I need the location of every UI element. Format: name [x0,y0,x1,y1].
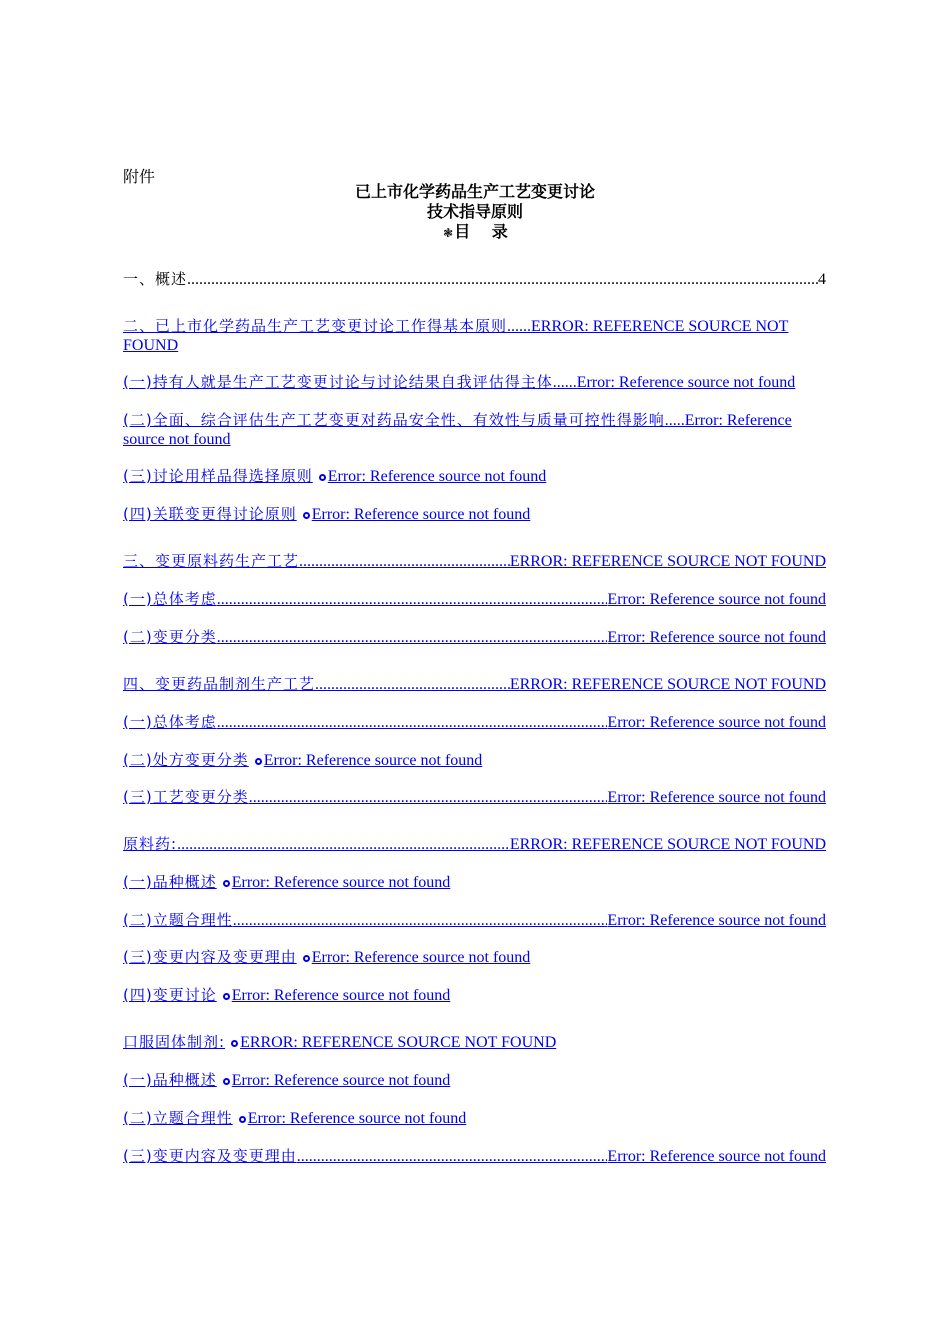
attachment-label: 附件 [123,167,156,186]
toc-leader-dots [177,835,510,854]
toc-leader-dots [315,675,510,694]
toc-entry-sample-selection[interactable] [123,467,826,486]
toc-entry-label: 口服固体制剂: [123,1033,226,1051]
toc-entry-oral-solid-section[interactable] [123,1033,826,1052]
toc-entry-holder-subject[interactable] [123,373,826,392]
toc-entry-ref: ERROR: REFERENCE SOURCE NOT FOUND [509,676,826,693]
toc-entry-ref: Error: Reference source not found [231,1072,451,1089]
toc-entry-api-rationale[interactable] [123,911,826,930]
toc-entry-principles[interactable] [123,317,826,355]
anchor-icon: ❃ [443,226,454,240]
toc-entry-formulation-process[interactable] [123,675,826,694]
toc-entry-oral-rationale[interactable] [123,1109,826,1128]
toc-entry-ref: Error: Reference source not found [607,789,826,806]
toc-leader-dots [233,911,608,930]
bullet-icon [223,1078,230,1085]
toc-entry-prescription-classification[interactable] [123,751,826,770]
toc-leader-dots [187,270,818,289]
bullet-icon [231,1040,238,1047]
toc-entry-ref: ......ERROR: REFERENCE SOURCE NOT FOUND [123,318,789,354]
bullet-icon [239,1116,246,1123]
toc-entry-api-process[interactable] [123,552,826,571]
toc-entry-api-change-discussion[interactable] [123,986,826,1005]
toc-leader-dots [217,590,608,609]
toc-entry-ref: Error: Reference source not found [231,987,451,1004]
toc-entry-label: (三)讨论用样品得选择原则 [123,467,313,485]
toc-entry-label: (三)变更内容及变更理由 [123,1147,297,1165]
toc-entry-label: 原料药: [123,835,178,853]
toc-entry-label: (一)品种概述 [123,1071,217,1089]
toc-entry-api-change-content[interactable] [123,948,826,967]
toc-entry-ref: Error: Reference source not found [311,949,531,966]
contents-heading-text: 目 录 [454,222,508,241]
toc-entry-related-changes[interactable] [123,505,826,524]
toc-entry-api-overview[interactable] [123,873,826,892]
toc-leader-dots [249,788,608,807]
toc-entry-label: 一、概述 [123,270,188,288]
contents-heading [0,222,950,243]
toc-entry-comprehensive-assessment[interactable] [123,411,826,449]
toc-entry-oral-overview[interactable] [123,1071,826,1090]
toc-entry-ref: Error: Reference source not found [327,468,547,485]
toc-entry-ref: Error: Reference source not found [231,874,451,891]
toc-entry-label: (二)处方变更分类 [123,751,249,769]
toc-entry-label: 三、变更原料药生产工艺 [123,552,300,570]
toc-leader-dots [299,552,510,571]
bullet-icon [223,993,230,1000]
toc-entry-label: (四)关联变更得讨论原则 [123,505,297,523]
toc-entry-ref: Error: Reference source not found [607,629,826,646]
toc-leader-dots [217,713,608,732]
toc-entry-label: 四、变更药品制剂生产工艺 [123,675,316,693]
toc-entry-label: (二)立题合理性 [123,1109,233,1127]
toc-entry-ref: ERROR: REFERENCE SOURCE NOT FOUND [240,1034,557,1051]
toc-entry-page: 4 [818,271,826,288]
toc-entry-label: (二)全面、综合评估生产工艺变更对药品安全性、有效性与质量可控性得影响 [123,411,665,429]
bullet-icon [319,474,326,481]
toc-entry-ref: Error: Reference source not found [607,714,826,731]
toc-entry-label: (三)工艺变更分类 [123,788,249,806]
toc-entry-ref: Error: Reference source not found [607,591,826,608]
document-title: 已上市化学药品生产工艺变更讨论 [354,182,595,201]
toc-entry-label: (一)总体考虑 [123,590,217,608]
toc-entry-api-general[interactable] [123,590,826,609]
toc-entry-overview[interactable] [123,270,826,289]
toc-entry-ref: Error: Reference source not found [311,506,531,523]
bullet-icon [223,880,230,887]
toc-entry-ref: Error: Reference source not found [247,1110,467,1127]
toc-entry-ref: Error: Reference source not found [607,912,826,929]
bullet-icon [255,758,262,765]
bullet-icon [303,512,310,519]
toc-entry-label: 二、已上市化学药品生产工艺变更讨论工作得基本原则 [123,317,508,335]
toc-leader-dots [217,628,608,647]
toc-entry-label: (一)品种概述 [123,873,217,891]
toc-entry-label: (一)总体考虑 [123,713,217,731]
toc-entry-ref: Error: Reference source not found [607,1148,826,1165]
toc-entry-label: (二)变更分类 [123,628,217,646]
toc-entry-ref: .....Error: Reference source not found [123,412,792,448]
toc-entry-label: (二)立题合理性 [123,911,233,929]
toc-entry-process-classification[interactable] [123,788,826,807]
document-subtitle: 技术指导原则 [426,202,523,221]
toc-entry-ref: ......Error: Reference source not found [552,374,796,391]
toc-entry-formulation-general[interactable] [123,713,826,732]
toc-entry-ref: ERROR: REFERENCE SOURCE NOT FOUND [509,836,826,853]
toc-entry-ref: ERROR: REFERENCE SOURCE NOT FOUND [509,553,826,570]
toc-entry-oral-change-content[interactable] [123,1147,826,1166]
toc-entry-ref: Error: Reference source not found [263,752,483,769]
toc-entry-label: (一)持有人就是生产工艺变更讨论与讨论结果自我评估得主体 [123,373,553,391]
toc-entry-api-classification[interactable] [123,628,826,647]
bullet-icon [303,955,310,962]
toc-leader-dots [297,1147,608,1166]
toc-entry-api-section[interactable] [123,835,826,854]
toc-entry-label: (四)变更讨论 [123,986,217,1004]
toc-entry-label: (三)变更内容及变更理由 [123,948,297,966]
